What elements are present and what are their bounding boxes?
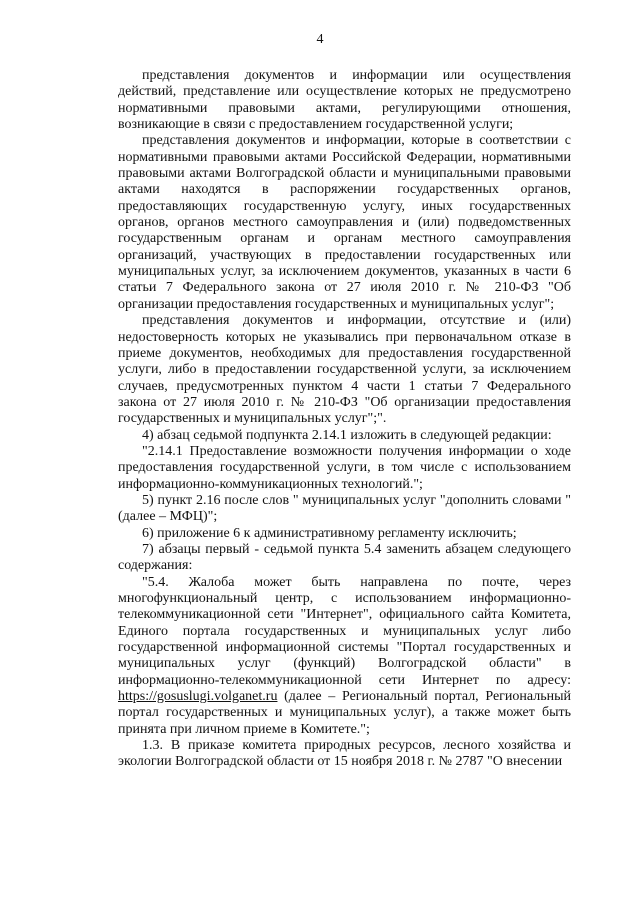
paragraph-10: 1.3. В приказе комитета природных ресурсов, лесного хозяйства и экологии Волгоградской области от 15 ноября 2018 г. № 2787 "О внесении (118, 738, 571, 770)
paragraph-1: представления документов и информации или осуществления действий, представление или осуществление которых не предусмотрено нормативными правовыми актами, регулирующими отношения, возникающие в связи с предоставлением государственной услуги; (118, 68, 571, 133)
document-body (118, 68, 571, 771)
paragraph-9-text-after-link: (далее – Региональный портал, Региональный портал государственных и муниципальных услуг), а также может быть принята при личном приеме в Комитете."; (118, 689, 571, 737)
page-number: 4 (316, 32, 324, 47)
paragraph-6: 5) пункт 2.16 после слов " муниципальных услуг "дополнить словами "(далее – МФЦ)"; (118, 492, 571, 525)
paragraph-4: 4) абзац седьмой подпункта 2.14.1 изложить в следующей редакции: (142, 427, 552, 443)
gosuslugi-link[interactable]: https://gosuslugi.volganet.ru (118, 689, 278, 705)
paragraph-3: представления документов и информации, отсутствие и (или) недостоверность которых не указывались при первоначальном отказе в приеме документов, необходимых для предоставления государственной услуги, либо в предоставлении государственной услуги, за исключением случаев, предусмотренных пунктом 4 части 1 статьи 7 Федерального закона от 27 июля 2010 г. № 210-ФЗ "Об организации предоставления государственных и муниципальных услуг";". (118, 313, 571, 427)
paragraph-9-text-before-link: "5.4. Жалоба может быть направлена по почте, через многофункциональный центр, с использованием информационно-телекоммуникационной сети "Интернет", официального сайта Комитета, Единого портала государственных и муниципальных услуг либо государственной информационной системы "Портал государственных и муниципальных услуг (функций) Волгоградской области" в информационно-телекоммуникационной сети Интернет по адресу: (118, 574, 571, 688)
paragraph-8: 7) абзацы первый - седьмой пункта 5.4 заменить абзацем следующего содержания: (118, 541, 571, 574)
paragraph-2: представления документов и информации, которые в соответствии с нормативными правовыми актами Российской Федерации, нормативными правовыми актами Волгоградской области и муниципальными правовыми актами находятся в распоряжении государственных органов, предоставляющих государственную услугу, иных государственных органов, органов местного самоуправления и (или) подведомственных государственным органам и органам местного самоуправления организаций, участвующих в предоставлении государственных или муниципальных услуг, за исключением документов, указанных в части 6 статьи 7 Федерального закона от 27 июля 2010 г. № 210-ФЗ "Об организации предоставления государственных и муниципальных услуг"; (118, 133, 571, 312)
paragraph-5: "2.14.1 Предоставление возможности получения информации о ходе предоставления государственной услуги, в том числе с использованием информационно-коммуникационных технологий."; (118, 443, 571, 492)
paragraph-9 (118, 575, 571, 738)
paragraph-7: 6) приложение 6 к административному регламенту исключить; (142, 525, 517, 541)
